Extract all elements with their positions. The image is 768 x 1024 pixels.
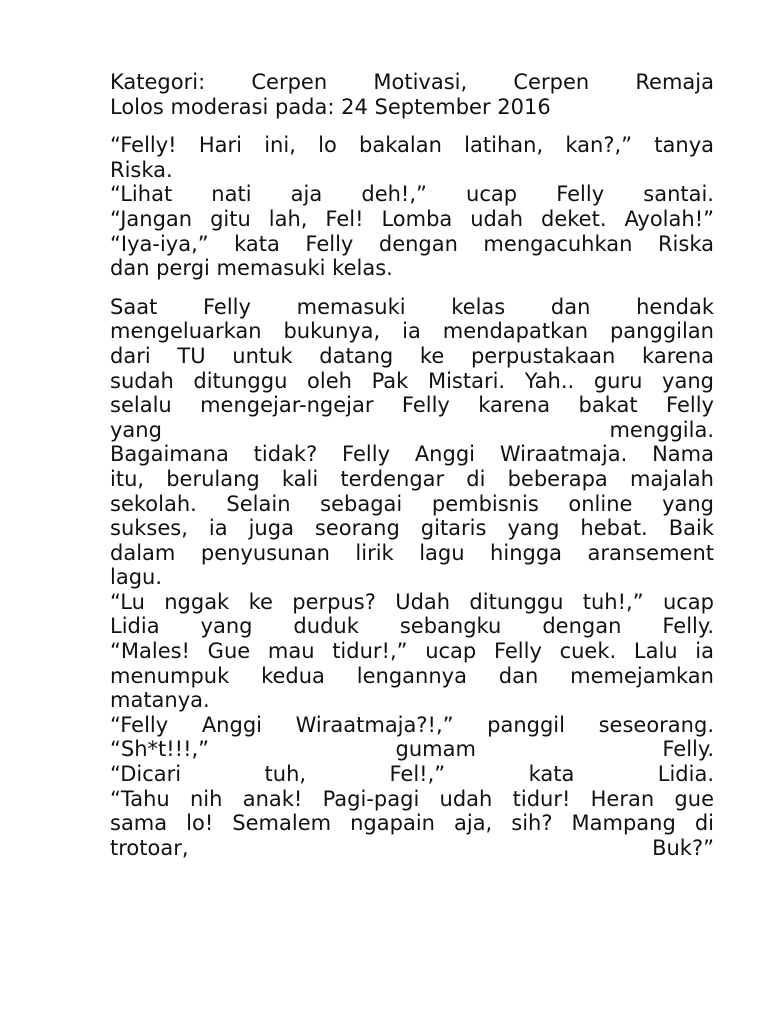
text-line: Riska. <box>110 157 173 182</box>
text-line: trotoar, Buk?” <box>110 835 714 860</box>
meta-block <box>110 70 714 119</box>
text-line: itu, berulang kali terdengar di beberapa majalah <box>110 466 714 491</box>
story-text <box>110 70 714 860</box>
text-line: lagu. <box>110 565 163 590</box>
text-line: Saat Felly memasuki kelas dan hendak <box>110 294 714 319</box>
text-line: “Lu nggak ke perpus? Udah ditunggu tuh!,” ucap <box>110 589 714 614</box>
paragraph-2 <box>110 295 714 861</box>
text-line: “Jangan gitu lah, Fel! Lomba udah deket. Ayolah!” <box>110 206 714 231</box>
text-line: “Lihat nati aja deh!,” ucap Felly santai. <box>110 182 714 207</box>
text-line: dan pergi memasuki kelas. <box>110 256 393 281</box>
text-line: sukses, ia juga seorang gitaris yang hebat. Baik <box>110 516 714 541</box>
paragraph-1 <box>110 133 714 281</box>
text-line: matanya. <box>110 688 210 713</box>
text-line: sudah ditunggu oleh Pak Mistari. Yah.. guru yang <box>110 368 714 393</box>
text-line: selalu mengejar-ngejar Felly karena bakat Felly <box>110 393 714 418</box>
category-line: Kategori: Cerpen Motivasi, Cerpen Remaja <box>110 70 714 94</box>
text-line: “Iya-iya,” kata Felly dengan mengacuhkan Riska <box>110 231 714 256</box>
moderation-date-line: Lolos moderasi pada: 24 September 2016 <box>110 94 551 119</box>
text-line: Lidia yang duduk sebangku dengan Felly. <box>110 614 714 639</box>
text-line: sekolah. Selain sebagai pembisnis online yang <box>110 491 714 516</box>
text-line: “Males! Gue mau tidur!,” ucap Felly cuek. Lalu ia <box>110 639 714 664</box>
text-line: mengeluarkan bukunya, ia mendapatkan panggilan <box>110 319 714 344</box>
text-line: “Felly! Hari ini, lo bakalan latihan, kan?,” tanya <box>110 133 714 158</box>
text-line: yang menggila. <box>110 417 714 442</box>
text-line: “Dicari tuh, Fel!,” kata Lidia. <box>110 762 714 787</box>
text-line: sama lo! Semalem ngapain aja, sih? Mampang di <box>110 811 714 836</box>
text-line: menumpuk kedua lengannya dan memejamkan <box>110 663 714 688</box>
text-line: “Felly Anggi Wiraatmaja?!,” panggil seseorang. <box>110 712 714 737</box>
text-line: Bagaimana tidak? Felly Anggi Wiraatmaja. Nama <box>110 442 714 467</box>
text-line: “Sh*t!!!,” gumam Felly. <box>110 737 714 762</box>
text-line: dalam penyusunan lirik lagu hingga aransement <box>110 540 714 565</box>
text-line: “Tahu nih anak! Pagi-pagi udah tidur! Heran gue <box>110 786 714 811</box>
text-line: dari TU untuk datang ke perpustakaan karena <box>110 343 714 368</box>
